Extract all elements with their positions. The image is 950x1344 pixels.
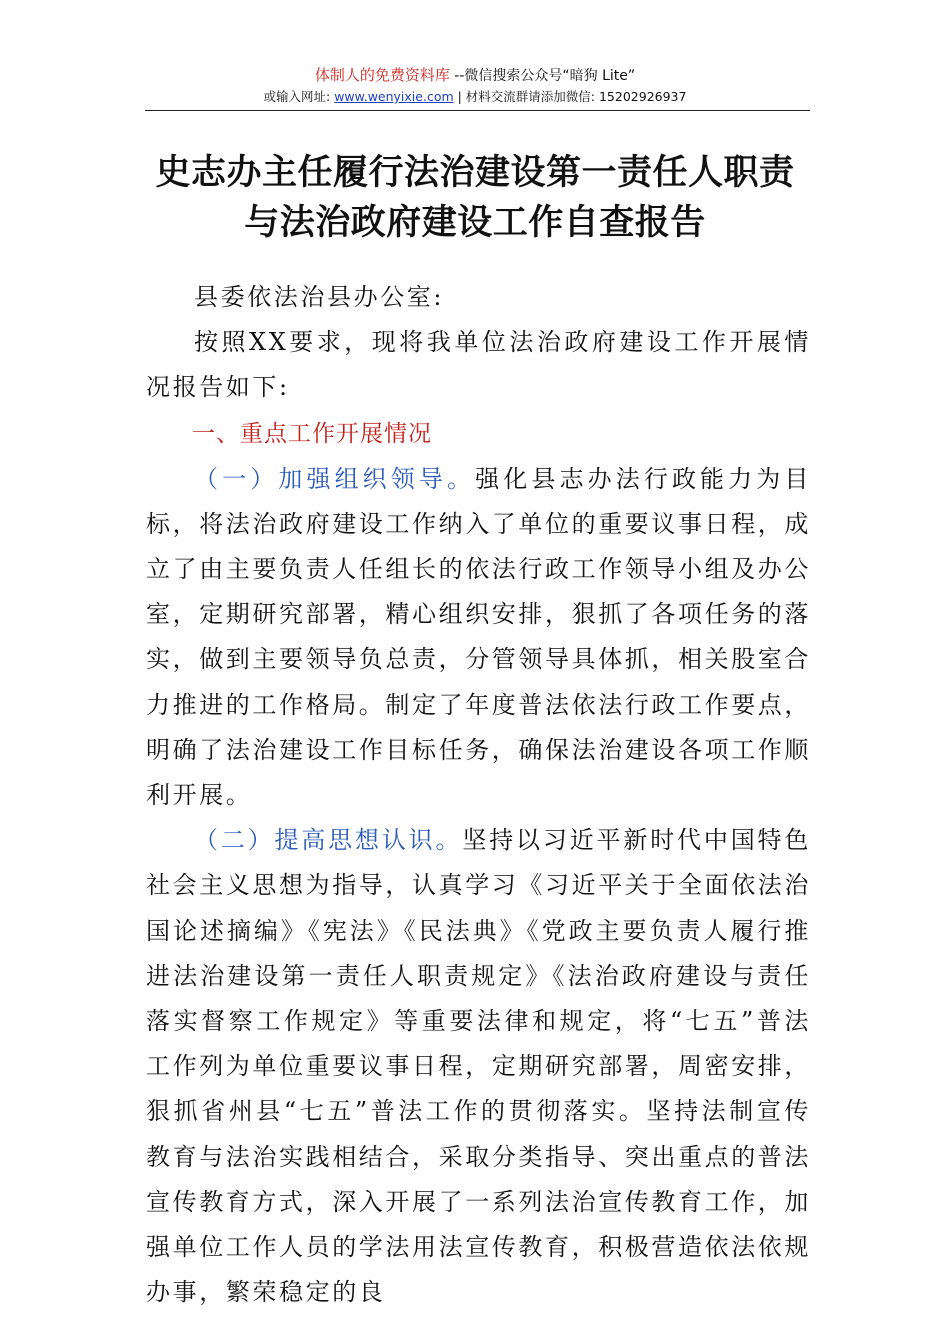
header-promo-line: [0, 64, 950, 87]
document-body: [146, 275, 811, 1315]
paragraph-sub2: [146, 818, 811, 1315]
document-title: [120, 148, 830, 248]
page-header: [0, 64, 950, 107]
header-url-prefix: 或输入网址:: [263, 89, 335, 104]
sub-1-heading: （一）加强组织领导。: [194, 464, 476, 493]
intro-paragraph: 按照XX要求，现将我单位法治政府建设工作开展情况报告如下:: [146, 328, 811, 402]
section-1-heading: 一、重点工作开展情况: [192, 420, 432, 447]
sub-1-text: 强化县志办法行政能力为目标，将法治政府建设工作纳入了单位的重要议事日程，成立了由主要负责人任组长的依法行政工作领导小组及办公室，定期研究部署，精心组织安排，狠抓了各项任务的落实，做到主要领导负总责，分管领导具体抓，相关股室合力推进的工作格局。制定了年度普法依法行政工作要点，明确了法治建设工作目标任务，确保法治建设各项工作顺利开展。: [146, 464, 811, 810]
header-contact: | 材料交流群请添加微信: 15202926937: [453, 89, 687, 104]
header-divider: [145, 110, 810, 111]
title-line-1: 史志办主任履行法治建设第一责任人职责: [155, 153, 795, 193]
header-url-link[interactable]: www.wenyixie.com: [334, 89, 454, 104]
header-tagline: --微信搜索公众号“暗狗 Lite”: [449, 68, 636, 84]
paragraph-sub1: [146, 457, 811, 819]
title-line-2: 与法治政府建设工作自查报告: [244, 203, 706, 243]
header-url-line: [0, 87, 950, 107]
salutation: 县委依法治县办公室:: [194, 283, 445, 311]
sub-2-text: 坚持以习近平新时代中国特色社会主义思想为指导，认真学习《习近平关于全面依法治国论述摘编》《宪法》《民法典》《党政主要负责人履行推进法治建设第一责任人职责规定》《法治政府建设与责任落实督察工作规定》等重要法律和规定，将“七五”普法工作列为单位重要议事日程，定期研究部署，周密安排，狠抓省州县“七五”普法工作的贯彻落实。坚持法制宣传教育与法治实践相结合，采取分类指导、突出重点的普法宣传教育方式，深入开展了一系列法治宣传教育工作，加强单位工作人员的学法用法宣传教育，积极营造依法依规办事，繁荣稳定的良: [146, 826, 811, 1307]
header-brand: 体制人的免费资料库: [314, 66, 450, 84]
sub-2-heading: （二）提高思想认识。: [194, 826, 463, 855]
